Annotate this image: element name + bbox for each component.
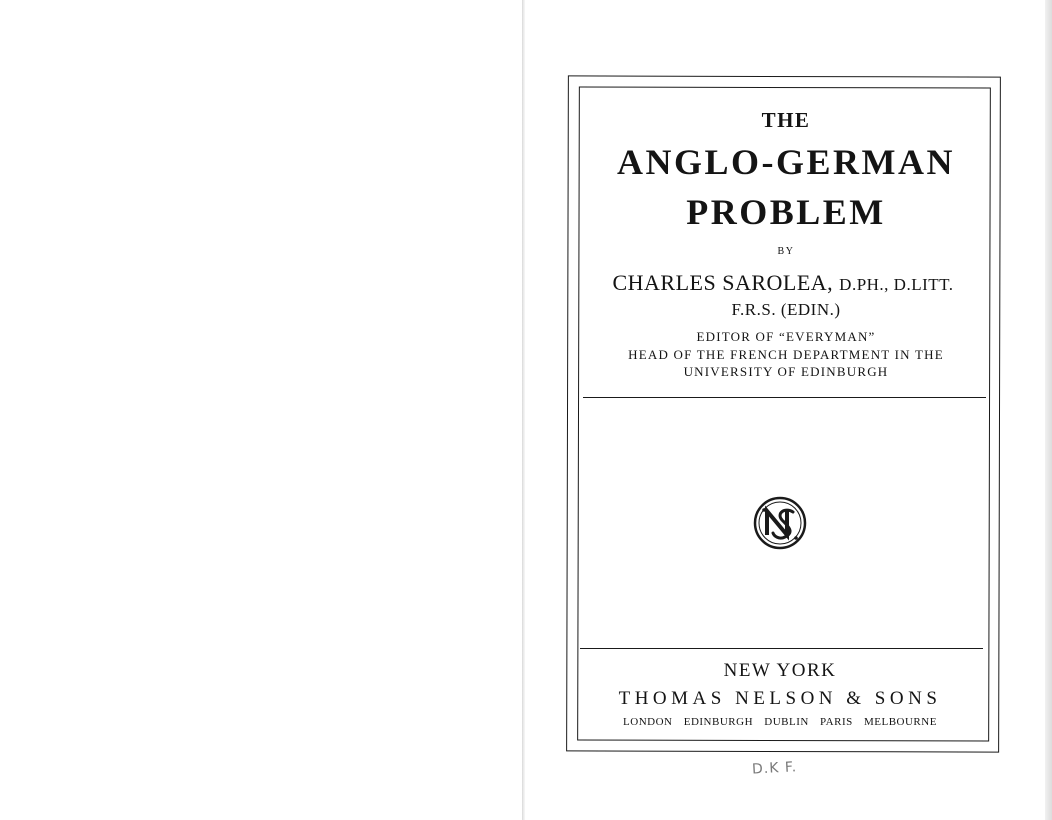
divider-rule-upper [583, 397, 986, 398]
author-line [583, 270, 983, 296]
by-label: BY [777, 246, 795, 257]
author-degrees: D.PH., D.LITT. [839, 275, 954, 294]
book-title-line-2: PROBLEM [686, 192, 886, 232]
divider-rule-lower [580, 648, 983, 649]
publisher-places: LONDON EDINBURGH DUBLIN PARIS MELBOURNE [623, 716, 937, 728]
author-university-line: UNIVERSITY OF EDINBURGH [683, 364, 889, 379]
author-fellowship: F.R.S. (EDIN.) [731, 300, 841, 319]
handwritten-note: D.K F. [751, 759, 798, 778]
publisher-name: THOMAS NELSON & SONS [618, 688, 942, 709]
inner-border-frame [577, 86, 991, 741]
publisher-city: NEW YORK [723, 660, 837, 681]
left-page-blank [0, 0, 522, 820]
author-name: CHARLES SAROLEA, [612, 270, 834, 295]
author-position-line: HEAD OF THE FRENCH DEPARTMENT IN THE [628, 347, 944, 362]
pre-title: THE [761, 108, 811, 132]
book-title-line-1: ANGLO-GERMAN [617, 142, 955, 182]
author-editor-line: EDITOR OF “EVERYMAN” [696, 329, 876, 344]
page-edge [1045, 0, 1052, 820]
nelson-sons-monogram-icon [752, 495, 808, 551]
